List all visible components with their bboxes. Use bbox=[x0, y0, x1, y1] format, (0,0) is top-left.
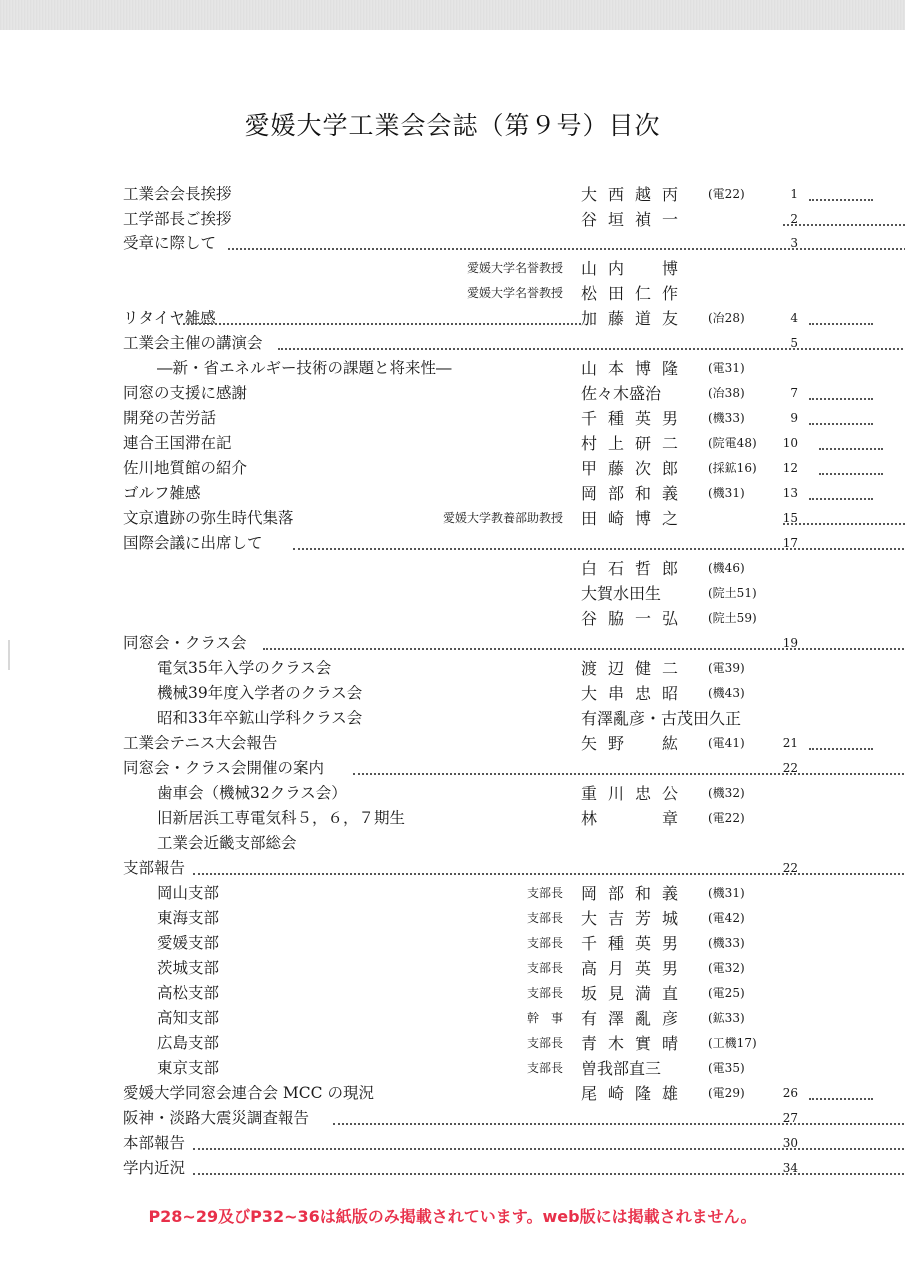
toc-entry bbox=[123, 756, 798, 781]
toc-entry bbox=[123, 531, 798, 556]
toc-entry bbox=[123, 256, 798, 281]
dot-leader bbox=[783, 523, 905, 525]
entry-title: ―新・省エネルギー技術の課題と将来性― bbox=[157, 359, 452, 377]
entry-author: 曽我部直三 bbox=[581, 1059, 662, 1078]
toc-entry bbox=[123, 931, 798, 956]
entry-author: 岡部和義 bbox=[581, 884, 690, 903]
entry-title: 高松支部 bbox=[157, 984, 220, 1002]
page-title: 愛媛大学工業会会誌（第９号）目次 bbox=[244, 111, 661, 140]
entry-author: 千種英男 bbox=[581, 409, 690, 428]
entry-author: 村上研二 bbox=[581, 434, 690, 453]
entry-author: 甲藤次郎 bbox=[581, 459, 690, 478]
graduation-class: (電41) bbox=[708, 736, 745, 750]
entry-title: 東京支部 bbox=[157, 1059, 220, 1077]
dot-leader bbox=[263, 648, 905, 650]
graduation-class: (電42) bbox=[708, 911, 745, 925]
graduation-class: (電22) bbox=[708, 811, 745, 825]
entry-author: 谷脇一弘 bbox=[581, 609, 690, 628]
page-number: 30 bbox=[782, 1136, 798, 1150]
graduation-class: (機43) bbox=[708, 686, 745, 700]
page-number: 3 bbox=[790, 236, 798, 250]
entry-title: 広島支部 bbox=[157, 1034, 220, 1052]
dot-leader bbox=[293, 548, 905, 550]
toc-entry bbox=[123, 706, 798, 731]
toc-entry bbox=[123, 281, 798, 306]
graduation-class: (電32) bbox=[708, 961, 745, 975]
dot-leader bbox=[333, 1123, 905, 1125]
toc-entry bbox=[123, 881, 798, 906]
author-affiliation: 愛媛大学教養部助教授 bbox=[442, 511, 563, 525]
entry-author: 尾崎隆雄 bbox=[581, 1084, 690, 1103]
author-affiliation: 支部長 bbox=[526, 986, 563, 1000]
entry-title: 岡山支部 bbox=[157, 884, 220, 902]
graduation-class: (電39) bbox=[708, 661, 745, 675]
toc-entry bbox=[123, 731, 798, 756]
graduation-class: (院土59) bbox=[708, 611, 757, 625]
entry-title: 佐川地質館の紹介 bbox=[123, 459, 248, 477]
toc-entry bbox=[123, 207, 798, 232]
entry-title: ゴルフ雑感 bbox=[123, 484, 201, 502]
toc-entry bbox=[123, 1081, 798, 1106]
author-affiliation: 愛媛大学名誉教授 bbox=[466, 261, 563, 275]
toc-entry bbox=[123, 331, 798, 356]
entry-title: リタイヤ雑感 bbox=[123, 309, 216, 327]
entry-title: 工学部長ご挨拶 bbox=[123, 210, 232, 228]
toc-entry bbox=[123, 581, 798, 606]
entry-author: 佐々木盛治 bbox=[581, 384, 662, 403]
dot-leader bbox=[809, 423, 873, 425]
toc-entry bbox=[123, 806, 798, 831]
graduation-class: (採鉱16) bbox=[708, 461, 757, 475]
toc-entry bbox=[123, 831, 798, 856]
entry-author: 加藤道友 bbox=[581, 309, 690, 328]
author-affiliation: 愛媛大学名誉教授 bbox=[466, 286, 563, 300]
entry-title: 阪神・淡路大震災調査報告 bbox=[123, 1109, 310, 1127]
page-number: 9 bbox=[790, 411, 798, 425]
dot-leader bbox=[819, 448, 883, 450]
graduation-class: (鉱33) bbox=[708, 1011, 745, 1025]
toc-entry bbox=[123, 231, 798, 256]
toc-entry bbox=[123, 556, 798, 581]
dot-leader bbox=[193, 1173, 905, 1175]
entry-author: 谷垣禎一 bbox=[581, 210, 690, 229]
dot-leader bbox=[809, 748, 873, 750]
graduation-class: (電31) bbox=[708, 361, 745, 375]
dot-leader bbox=[809, 398, 873, 400]
entry-title: 旧新居浜工専電気科５，６，７期生 bbox=[157, 809, 406, 827]
entry-title: 同窓会・クラス会 bbox=[123, 634, 247, 652]
entry-title: 支部報告 bbox=[123, 859, 186, 877]
author-affiliation: 支部長 bbox=[526, 936, 563, 950]
dot-leader bbox=[178, 323, 581, 325]
author-affiliation: 幹 事 bbox=[526, 1011, 563, 1025]
entry-title: 機械39年度入学者のクラス会 bbox=[157, 684, 363, 702]
entry-title: 茨城支部 bbox=[157, 959, 220, 977]
toc-entry bbox=[123, 1156, 798, 1181]
graduation-class: (院土51) bbox=[708, 586, 757, 600]
graduation-class: (工機17) bbox=[708, 1036, 757, 1050]
page-number: 7 bbox=[790, 386, 798, 400]
graduation-class: (電25) bbox=[708, 986, 745, 1000]
graduation-class: (機33) bbox=[708, 936, 745, 950]
entry-author: 松田仁作 bbox=[581, 284, 690, 303]
page-number: 19 bbox=[782, 636, 798, 650]
author-affiliation: 支部長 bbox=[526, 911, 563, 925]
page-number: 10 bbox=[782, 436, 798, 450]
dot-leader bbox=[809, 323, 873, 325]
graduation-class: (電22) bbox=[708, 187, 745, 201]
page-number: 21 bbox=[782, 736, 798, 750]
entry-title: 歯車会（機械32クラス会） bbox=[157, 784, 347, 802]
entry-author: 林 章 bbox=[581, 809, 690, 828]
toc-entry bbox=[123, 481, 798, 506]
page-number: 17 bbox=[782, 536, 798, 550]
page-number: 26 bbox=[782, 1086, 798, 1100]
graduation-class: (機46) bbox=[708, 561, 745, 575]
graduation-class: (機31) bbox=[708, 486, 745, 500]
page-number: 15 bbox=[782, 511, 798, 525]
toc-entry bbox=[123, 781, 798, 806]
entry-title: 国際会議に出席して bbox=[123, 534, 263, 552]
page-number: 2 bbox=[790, 212, 798, 226]
entry-author: 重川忠公 bbox=[581, 784, 690, 803]
entry-author: 青木實晴 bbox=[581, 1034, 690, 1053]
entry-title: 工業会会長挨拶 bbox=[123, 185, 232, 203]
entry-author: 有澤亂彦 bbox=[581, 1009, 690, 1028]
toc-entry bbox=[123, 981, 798, 1006]
page-number: 22 bbox=[782, 861, 798, 875]
graduation-class: (院電48) bbox=[708, 436, 757, 450]
author-affiliation: 支部長 bbox=[526, 961, 563, 975]
toc-entry bbox=[123, 606, 798, 631]
entry-title: 工業会主催の講演会 bbox=[123, 334, 263, 352]
entry-author: 高月英男 bbox=[581, 959, 690, 978]
toc-entry bbox=[123, 656, 798, 681]
author-affiliation: 支部長 bbox=[526, 886, 563, 900]
dot-leader bbox=[809, 498, 873, 500]
scan-top-band bbox=[0, 0, 905, 30]
page-number: 1 bbox=[790, 187, 798, 201]
graduation-class: (電29) bbox=[708, 1086, 745, 1100]
entry-title: 電気35年入学のクラス会 bbox=[157, 659, 332, 677]
graduation-class: (冶28) bbox=[708, 311, 745, 325]
toc-entry bbox=[123, 182, 798, 207]
entry-author: 白石哲郎 bbox=[581, 559, 690, 578]
graduation-class: (電35) bbox=[708, 1061, 745, 1075]
toc-entry bbox=[123, 506, 798, 531]
toc-entry bbox=[123, 1006, 798, 1031]
entry-title: 高知支部 bbox=[157, 1009, 220, 1027]
entry-title: 愛媛支部 bbox=[157, 934, 220, 952]
entry-author: 大西越丙 bbox=[581, 185, 690, 204]
entry-title: 同窓会・クラス会開催の案内 bbox=[123, 759, 325, 777]
toc-entry bbox=[123, 1131, 798, 1156]
entry-title: 受章に際して bbox=[123, 234, 217, 252]
toc-entry bbox=[123, 1031, 798, 1056]
page-number: 12 bbox=[782, 461, 798, 475]
scan-edge-mark bbox=[8, 640, 10, 670]
entry-author: 有澤亂彦・古茂田久正 bbox=[581, 709, 742, 728]
toc-entry bbox=[123, 381, 798, 406]
author-affiliation: 支部長 bbox=[526, 1061, 563, 1075]
dot-leader bbox=[353, 773, 905, 775]
page-number: 27 bbox=[782, 1111, 798, 1125]
entry-title: 工業会テニス大会報告 bbox=[123, 734, 278, 752]
entry-title: 愛媛大学同窓会連合会 MCC の現況 bbox=[123, 1084, 374, 1102]
dot-leader bbox=[228, 248, 905, 250]
toc-entry bbox=[123, 956, 798, 981]
entry-author: 矢野 紘 bbox=[581, 734, 690, 753]
entry-title: 開発の苦労話 bbox=[123, 409, 217, 427]
entry-title: 昭和33年卒鉱山学科クラス会 bbox=[157, 709, 363, 727]
entry-author: 千種英男 bbox=[581, 934, 690, 953]
page-number: 5 bbox=[790, 336, 798, 350]
entry-title: 学内近況 bbox=[123, 1159, 186, 1177]
toc-entry bbox=[123, 456, 798, 481]
dot-leader bbox=[193, 873, 905, 875]
page-number: 22 bbox=[782, 761, 798, 775]
dot-leader bbox=[809, 1098, 873, 1100]
page-number: 34 bbox=[782, 1161, 798, 1175]
toc-entry bbox=[123, 306, 798, 331]
entry-author: 山内 博 bbox=[581, 259, 690, 278]
entry-title: 同窓の支援に感謝 bbox=[123, 384, 248, 402]
graduation-class: (機33) bbox=[708, 411, 745, 425]
entry-title: 東海支部 bbox=[157, 909, 220, 927]
dot-leader bbox=[783, 224, 905, 226]
graduation-class: (機31) bbox=[708, 886, 745, 900]
toc-entry bbox=[123, 431, 798, 456]
entry-title: 文京遺跡の弥生時代集落 bbox=[123, 509, 294, 527]
graduation-class: (機32) bbox=[708, 786, 745, 800]
dot-leader bbox=[819, 473, 883, 475]
entry-title: 本部報告 bbox=[123, 1134, 186, 1152]
entry-author: 坂見満直 bbox=[581, 984, 690, 1003]
entry-author: 山本博隆 bbox=[581, 359, 690, 378]
web-edition-notice: P28~29及びP32~36は紙版のみ掲載されています。web版には掲載されません。 bbox=[148, 1207, 757, 1226]
entry-title: 連合王国滞在記 bbox=[123, 434, 232, 452]
graduation-class: (冶38) bbox=[708, 386, 745, 400]
toc-entry bbox=[123, 406, 798, 431]
toc-entry bbox=[123, 856, 798, 881]
dot-leader bbox=[809, 199, 873, 201]
entry-author: 渡辺健二 bbox=[581, 659, 690, 678]
toc-entry bbox=[123, 1056, 798, 1081]
author-affiliation: 支部長 bbox=[526, 1036, 563, 1050]
dot-leader bbox=[278, 348, 905, 350]
page-number: 13 bbox=[782, 486, 798, 500]
dot-leader bbox=[193, 1148, 905, 1150]
entry-author: 大賀水田生 bbox=[581, 584, 662, 603]
entry-author: 田崎博之 bbox=[581, 509, 690, 528]
toc-entry bbox=[123, 906, 798, 931]
entry-author: 大串忠昭 bbox=[581, 684, 690, 703]
entry-title: 工業会近畿支部総会 bbox=[157, 834, 297, 852]
page-number: 4 bbox=[790, 311, 798, 325]
toc-entry bbox=[123, 356, 798, 381]
toc-entry bbox=[123, 681, 798, 706]
entry-author: 岡部和義 bbox=[581, 484, 690, 503]
toc-entry bbox=[123, 631, 798, 656]
entry-author: 大吉芳城 bbox=[581, 909, 690, 928]
toc-entry bbox=[123, 1106, 798, 1131]
